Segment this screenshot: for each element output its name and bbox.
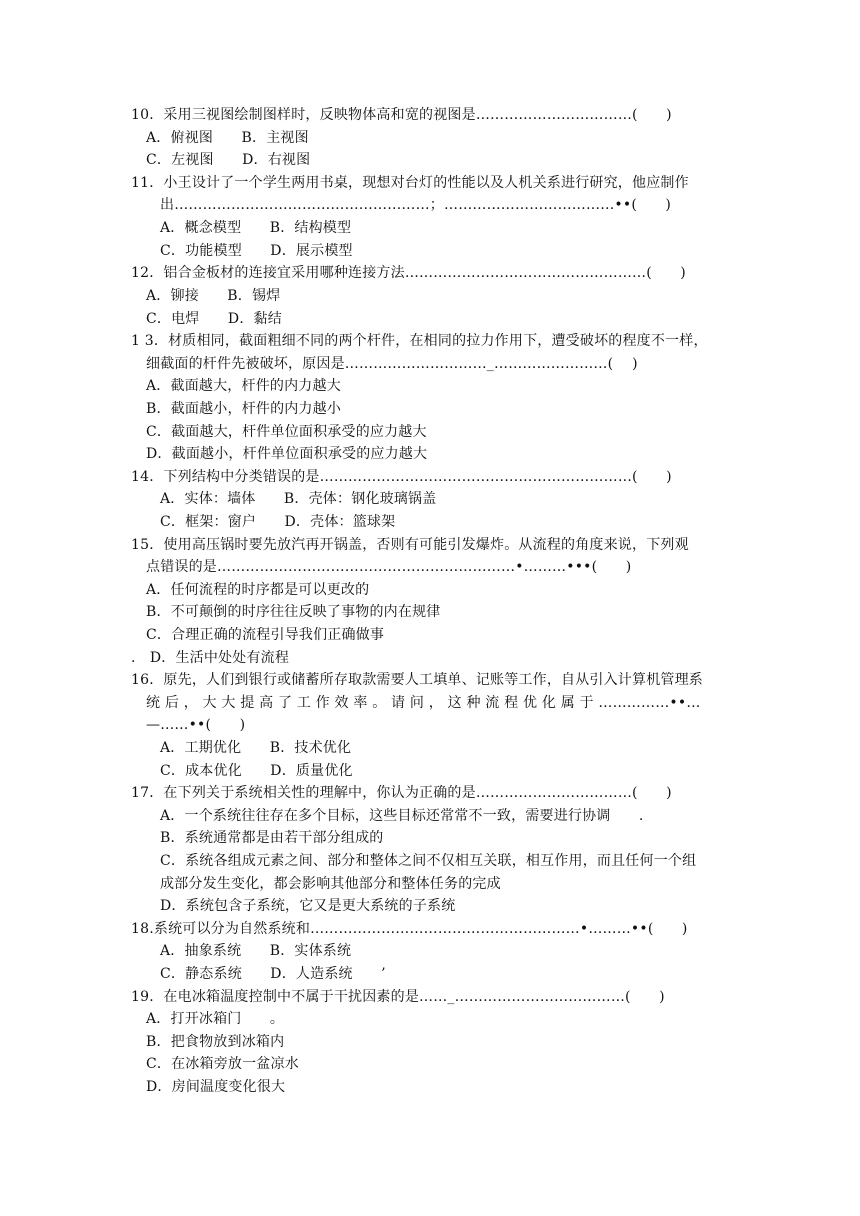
question-15-options: C．合理正确的流程引导我们正确做事 bbox=[146, 627, 385, 643]
question-10-stem: 10．采用三视图绘制图样时，反映物体高和宽的视图是……………………………( ) bbox=[131, 107, 672, 123]
question-19-stem: 19．在电冰箱温度控制中不属于干扰因素的是……_………………………………( ) bbox=[131, 989, 665, 1005]
question-15-stem: 点错误的是………………………………………………………•………•••( ) bbox=[146, 559, 632, 575]
question-14-options: A．实体：墙体 B．壳体：钢化玻璃锅盖 bbox=[160, 491, 437, 507]
question-13-stem: 1 3．材质相同，截面粗细不同的两个杆件，在相同的拉力作用下，遭受破坏的程度不一样， bbox=[131, 333, 708, 349]
question-10-options: A．俯视图 B．主视图 bbox=[146, 130, 309, 146]
question-19-options: D．房间温度变化很大 bbox=[146, 1079, 286, 1095]
question-16-stem: 16．原先，人们到银行或储蓄所存取款需要人工填单、记账等工作，自从引入计算机管理系 bbox=[131, 672, 704, 688]
question-14-options: C．框架：窗户 D．壳体：篮球架 bbox=[160, 514, 396, 530]
question-12-options: C．电焊 D．黏结 bbox=[146, 311, 282, 327]
question-15-options: . D．生活中处处有流程 bbox=[131, 650, 290, 666]
question-16-stem: —……••( ) bbox=[146, 717, 246, 733]
question-10-options: C．左视图 D．右视图 bbox=[146, 152, 311, 168]
question-17-options: A．一个系统往往存在多个目标，这些目标还常常不一致，需要进行协调 . bbox=[160, 808, 644, 824]
question-13-options: D．截面越小，杆件单位面积承受的应力越大 bbox=[146, 446, 428, 462]
question-19-options: C．在冰箱旁放一盆凉水 bbox=[146, 1056, 299, 1072]
question-18-stem: 18.系统可以分为自然系统和…………………………………………………•………••( ) bbox=[131, 921, 688, 937]
question-17-stem: 17．在下列关于系统相关性的理解中，你认为正确的是……………………………( ) bbox=[131, 785, 672, 801]
question-11-options: A．概念模型 B．结构模型 bbox=[160, 220, 352, 236]
question-17-options: D．系统包含子系统，它又是更大系统的子系统 bbox=[160, 898, 456, 914]
question-13-stem: 细截面的杆件先被破坏，原因是…………………………_……………………( ) bbox=[146, 356, 638, 372]
question-17-options: 成部分发生变化，都会影响其他部分和整体任务的完成 bbox=[160, 876, 501, 892]
question-13-options: B．截面越小，杆件的内力越小 bbox=[146, 401, 342, 417]
question-15-stem: 15．使用高压锅时要先放汽再开锅盖，否则有可能引发爆炸。从流程的角度来说，下列观 bbox=[131, 537, 689, 553]
question-16-options: C．成本优化 D．质量优化 bbox=[160, 763, 353, 779]
question-12-options: A．铆接 B．锡焊 bbox=[146, 288, 281, 304]
question-11-stem: 11．小王设计了一个学生两用书桌，现想对台灯的性能以及人机关系进行研究，他应制作 bbox=[131, 175, 689, 191]
question-15-options: B．不可颠倒的时序往往反映了事物的内在规律 bbox=[146, 604, 441, 620]
question-13-options: C．截面越大，杆件单位面积承受的应力越大 bbox=[146, 424, 427, 440]
question-19-options: A．打开冰箱门 。 bbox=[146, 1011, 285, 1027]
question-11-options: C．功能模型 D．展示模型 bbox=[160, 243, 353, 259]
question-17-options: B．系统通常都是由若干部分组成的 bbox=[160, 830, 384, 846]
question-19-options: B．把食物放到冰箱内 bbox=[146, 1034, 285, 1050]
question-15-options: A．任何流程的时序都是可以更改的 bbox=[146, 582, 370, 598]
question-16-options: A．工期优化 B．技术优化 bbox=[160, 740, 352, 756]
question-11-stem: 出………………………………………………；………………………………••( ) bbox=[160, 197, 672, 213]
question-12-stem: 12．铝合金板材的连接宜采用哪种连接方法……………………………………………( ) bbox=[131, 265, 686, 281]
question-18-options: A．抽象系统 B．实体系统 bbox=[160, 943, 352, 959]
question-16-stem: 统 后 ， 大 大 提 高 了 工 作 效 率 。 请 问 ， 这 种 流 程 优 化 属 于 ……………••… bbox=[146, 695, 701, 711]
question-14-stem: 14．下列结构中分类错误的是…………………………………………………………( ) bbox=[131, 469, 672, 485]
question-13-options: A．截面越大，杆件的内力越大 bbox=[146, 378, 341, 394]
question-18-options: C．静态系统 D．人造系统 ’ bbox=[160, 966, 386, 982]
question-17-options: C．系统各组成元素之间、部分和整体之间不仅相互关联，相互作用，而且任何一个组 bbox=[160, 853, 697, 869]
